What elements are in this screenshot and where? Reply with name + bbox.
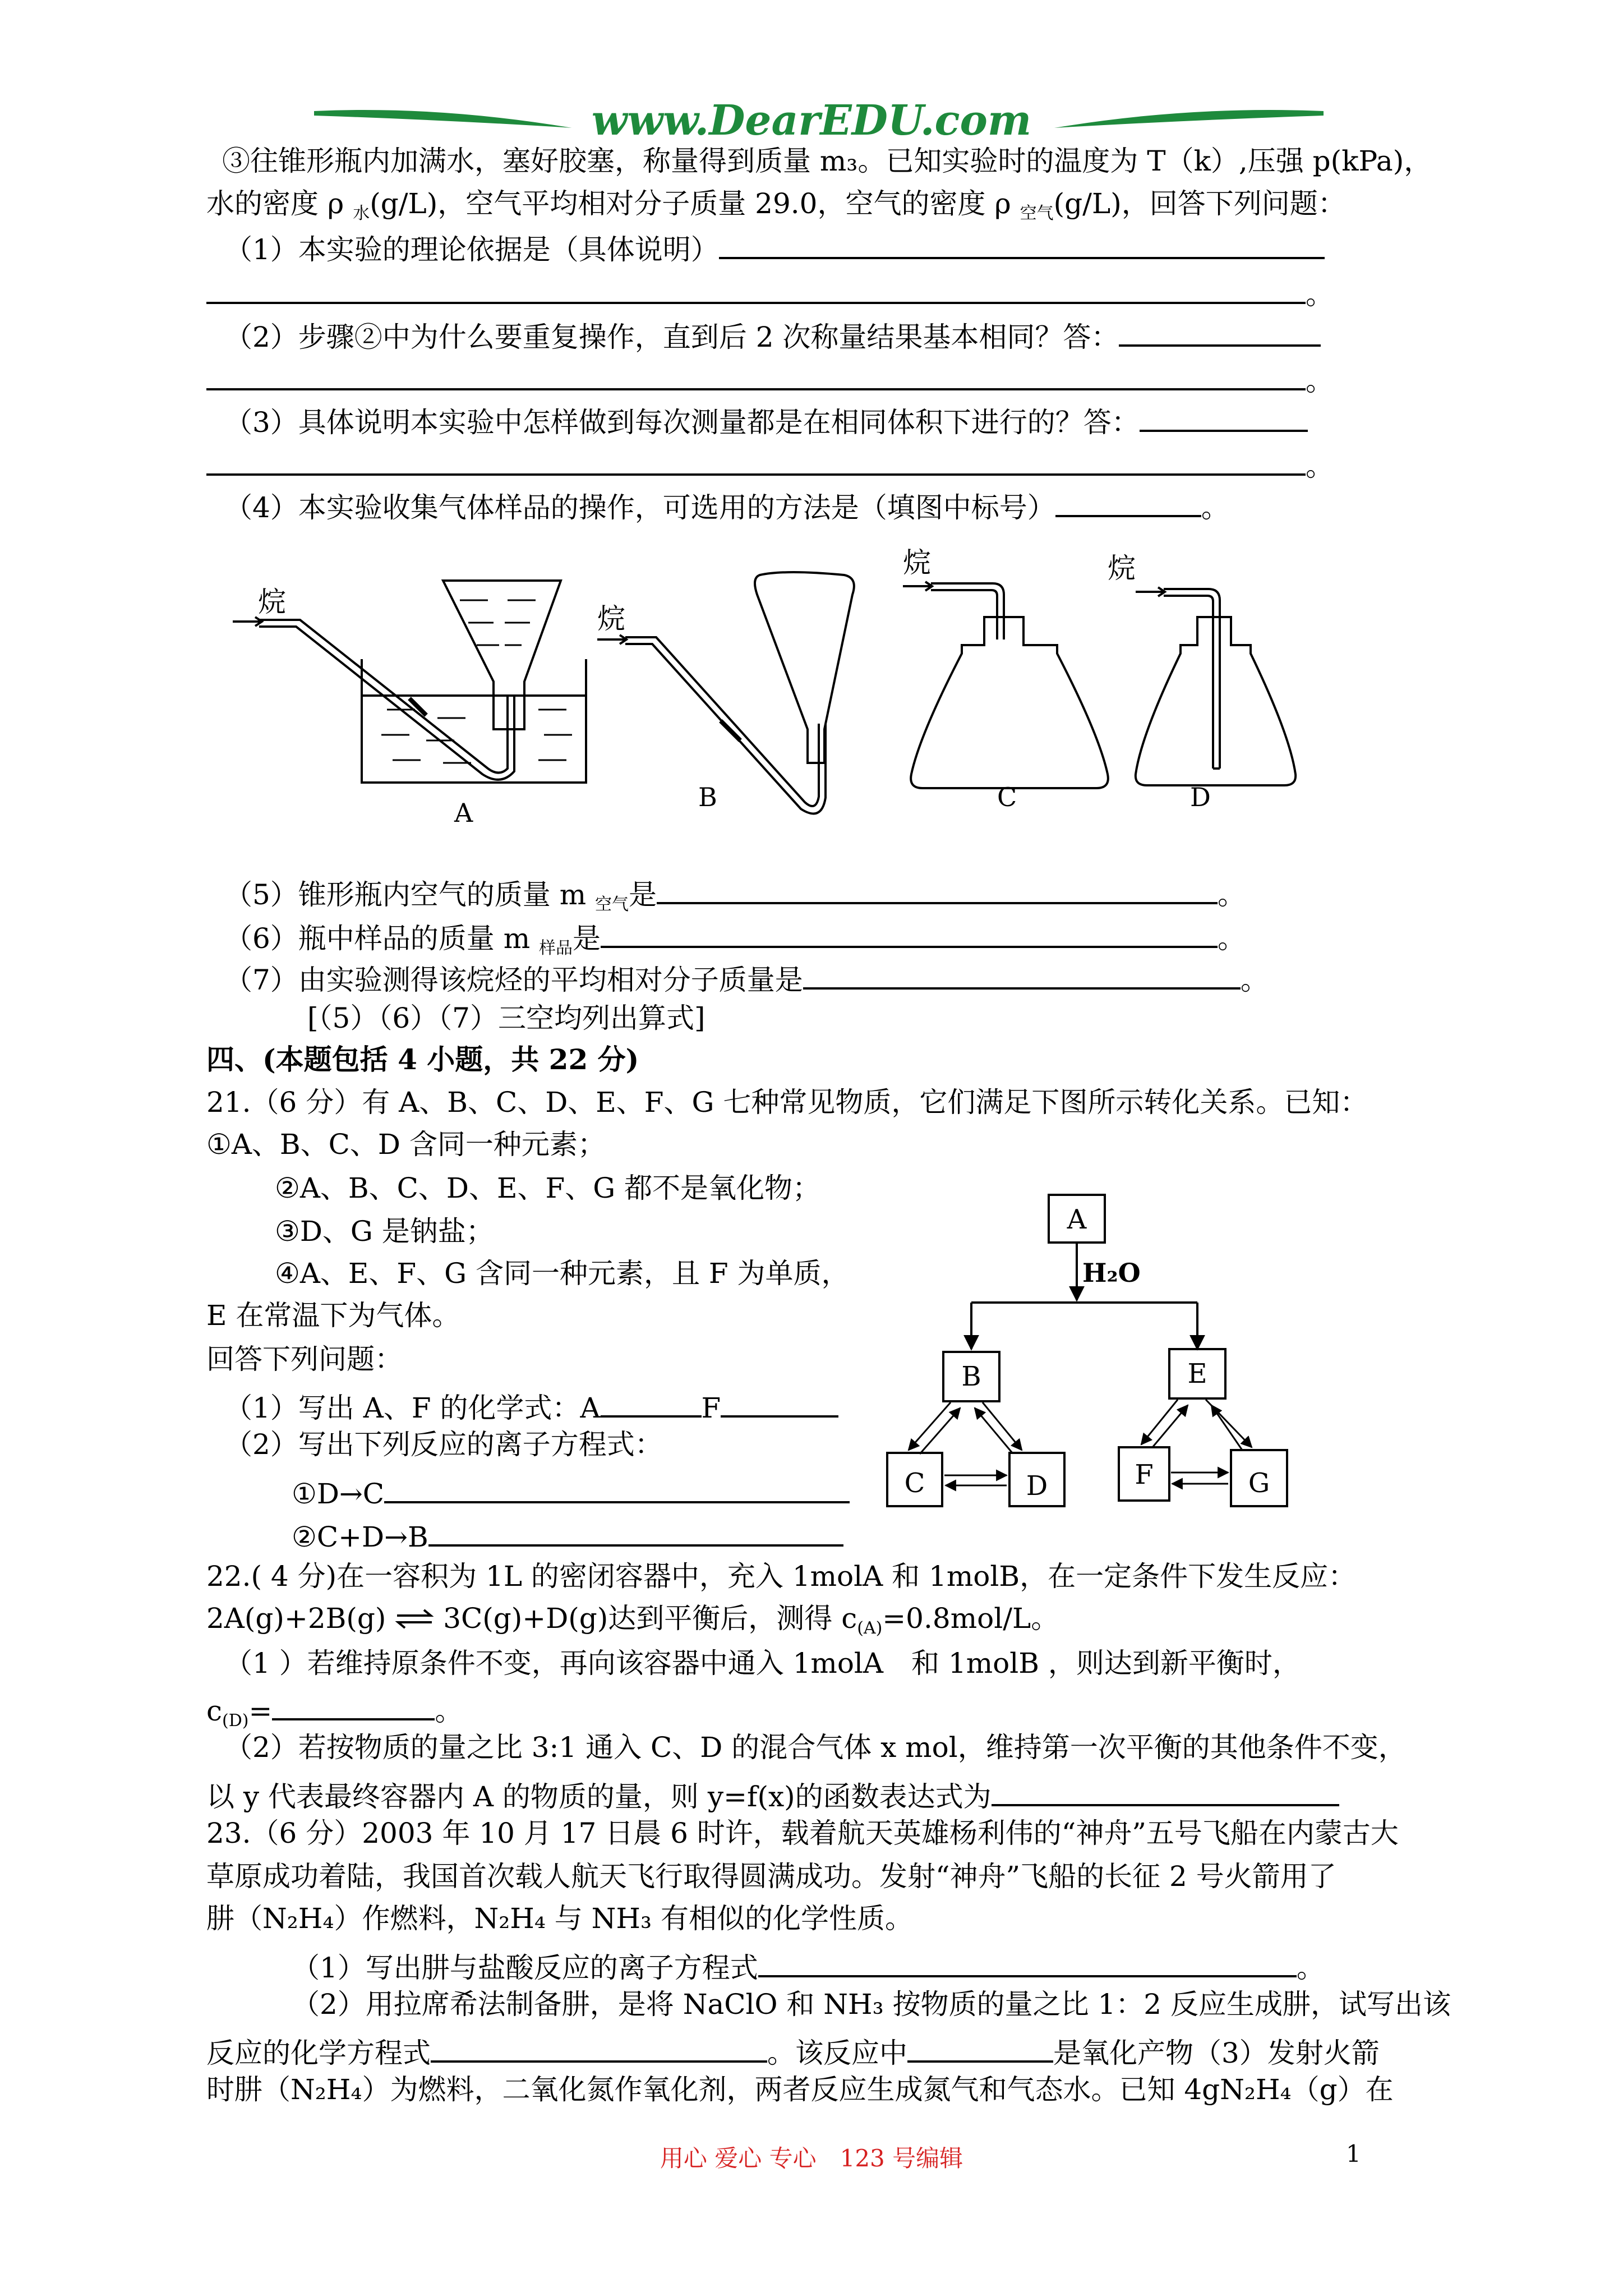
apparatus-b-gas-label: 烷 xyxy=(597,602,625,635)
q20-part-3: （3）具体说明本实验中怎样做到每次测量都是在相同体积下进行的？答： xyxy=(224,403,1308,436)
apparatus-d-gas-label: 烷 xyxy=(1108,552,1136,585)
q21-reaction-1: ①D→C xyxy=(292,1474,850,1508)
intro-line-1: ③往锥形瓶内加满水，塞好胶塞，称量得到质量 m₃。已知实验时的温度为 T（k）,压强 p(kPa)， xyxy=(222,145,1432,177)
q22-part-2: （2）若按物质的量之比 3:1 通入 C、D 的混合气体 x mol，维持第一次平衡的其他条件不变， xyxy=(224,1731,1407,1764)
q21-condition-3: ③D、G 是钠盐； xyxy=(275,1215,494,1248)
q20-part-2-cont: 。 xyxy=(206,361,1334,395)
q20-part-3-cont: 。 xyxy=(206,447,1334,480)
header-site-name: www.DearEDU.com xyxy=(591,96,1032,145)
q22-part-1-answer: $c_{(D)}=$ 。 xyxy=(206,1691,463,1729)
apparatus-d-label: D xyxy=(1190,782,1211,812)
apparatus-c-label: C xyxy=(997,782,1017,812)
q20-part-2: （2）步骤②中为什么要重复操作，直到后 2 次称量结果基本相同？答： xyxy=(224,318,1321,351)
box-b-label: B xyxy=(961,1361,981,1392)
q20-part-4: （4）本实验收集气体样品的操作，可选用的方法是（填图中标号） 。 xyxy=(224,488,1229,522)
box-d-label: D xyxy=(1026,1470,1048,1502)
q21-condition-2: ②A、B、C、D、E、F、G 都不是氧化物； xyxy=(275,1172,821,1204)
box-g-label: G xyxy=(1248,1467,1270,1499)
apparatus-b-label: B xyxy=(698,782,717,812)
q21-condition-4: ④A、E、F、G 含同一种元素，且 F 为单质， xyxy=(275,1257,850,1290)
q20-part-5: （5）锥形瓶内空气的质量 m $_{空气}$是 。 xyxy=(224,875,1246,913)
q20-part-6: （6）瓶中样品的质量 m $_{样品}$是 。 xyxy=(224,919,1246,957)
box-a-label: A xyxy=(1067,1204,1087,1235)
q21-reaction-2: ②C+D→B xyxy=(292,1517,843,1551)
q23-part-2: （2）用拉席希法制备肼，是将 NaClO 和 NH₃ 按物质的量之比 1：2 反应生成肼，试写出该 xyxy=(292,1988,1451,2021)
q23-line-1: 23.（6 分）2003 年 10 月 17 日晨 6 时许，载着航天英雄杨利伟的“神舟”五号飞船在内蒙古大 xyxy=(206,1817,1399,1849)
q20-note: [（5）（6）（7）三空均列出算式] xyxy=(307,1002,706,1034)
box-e-label: E xyxy=(1187,1358,1207,1389)
q23-part-2-cont: 反应的化学方程式 。该反应中 是氧化产物（3）发射火箭 xyxy=(206,2033,1380,2067)
q23-part-1: （1）写出肼与盐酸反应的离子方程式 。 xyxy=(292,1948,1325,1982)
water-label: H₂O xyxy=(1082,1258,1141,1288)
box-f-label: F xyxy=(1135,1459,1154,1490)
q23-line-3: 肼（N₂H₄）作燃料，N₂H₄ 与 NH₃ 有相似的化学性质。 xyxy=(206,1902,913,1935)
q23-part-3: 时肼（N₂H₄）为燃料，二氧化氮作氧化剂，两者反应生成氮气和气态水。已知 4gN₂H₄（g）在 xyxy=(206,2073,1394,2106)
box-c-label: C xyxy=(904,1467,925,1499)
q21-question-2: （2）写出下列反应的离子方程式： xyxy=(224,1428,663,1461)
q20-part-7: （7）由实验测得该烷烃的平均相对分子质量是 。 xyxy=(224,960,1269,994)
equilibrium-arrow-icon xyxy=(395,1608,434,1630)
apparatus-a-label: A xyxy=(454,798,473,828)
q22-equation: 2A(g)+2B(g) 3C(g)+D(g)达到平衡后，测得 $c_{(A)}=0.8mol/L$。 xyxy=(206,1602,1059,1638)
q21-question-1: （1）写出 A、F 的化学式：A F xyxy=(224,1388,838,1422)
section-4-title: 四、(本题包括 4 小题，共 22 分) xyxy=(206,1043,639,1076)
q21-stem: 21.（6 分）有 A、B、C、D、E、F、G 七种常见物质，它们满足下图所示转化关系。已知： xyxy=(206,1086,1368,1119)
q21-ask: 回答下列问题： xyxy=(206,1343,403,1375)
q22-stem: 22.( 4 分)在一容积为 1L 的密闭容器中，充入 1molA 和 1molB，在一定条件下发生反应： xyxy=(206,1560,1357,1593)
q22-part-1: （1 ）若维持原条件不变，再向该容器中通入 1molA 和 1molB ，则达到新平衡时， xyxy=(224,1647,1301,1680)
q22-part-2-answer: 以 y 代表最终容器内 A 的物质的量，则 y=f(x)的函数表达式为 xyxy=(206,1777,1339,1811)
intro-line-2: 水的密度 ρ $_水$(g/L)，空气平均相对分子质量 29.0，空气的密度 ρ $_{空气}$(g/L)，回答下列问题： xyxy=(206,187,1346,223)
q21-condition-4-cont: E 在常温下为气体。 xyxy=(206,1299,460,1332)
q20-part-1: （1）本实验的理论依据是（具体说明） xyxy=(224,230,1325,264)
q20-part-1-cont: 。 xyxy=(206,275,1334,309)
apparatus-a-gas-label: 烷 xyxy=(258,586,286,618)
apparatus-c-gas-label: 烷 xyxy=(903,546,931,579)
q21-condition-1: ①A、B、C、D 含同一种元素； xyxy=(206,1128,606,1161)
footer-text: 用心 爱心 专心 123 号编辑 xyxy=(660,2145,963,2172)
page-number: 1 xyxy=(1346,2140,1361,2168)
q23-line-2: 草原成功着陆，我国首次载人航天飞行取得圆满成功。发射“神舟”飞船的长征 2 号火箭用了 xyxy=(206,1860,1336,1893)
